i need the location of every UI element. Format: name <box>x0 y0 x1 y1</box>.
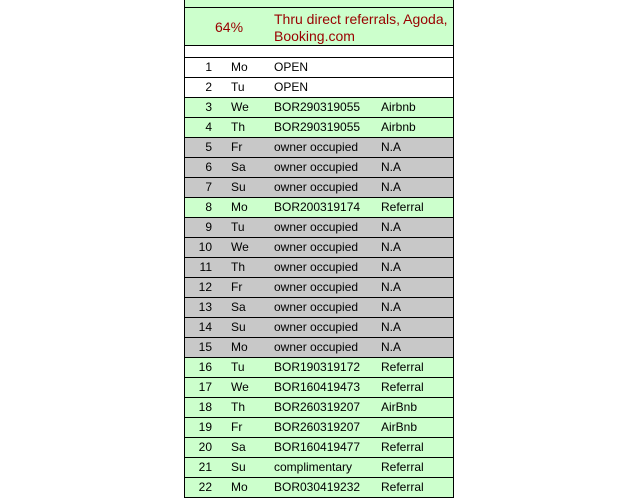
booking-reference-cell: owner occupied <box>274 140 359 154</box>
booking-source-cell: Referral <box>381 360 424 374</box>
booking-reference-cell: BOR290319055 <box>274 120 361 134</box>
weekday-cell: Fr <box>231 280 243 294</box>
table-row <box>185 78 453 98</box>
booking-reference-cell: BOR260319207 <box>274 420 361 434</box>
weekday-cell: Tu <box>231 80 245 94</box>
booking-reference-cell: owner occupied <box>274 280 359 294</box>
table-row <box>185 258 453 278</box>
day-number-cell: 13 <box>198 300 212 314</box>
weekday-cell: Th <box>231 400 246 414</box>
table-row <box>185 178 453 198</box>
booking-reference-cell: BOR160419473 <box>274 380 361 394</box>
day-number-cell: 10 <box>198 240 212 254</box>
table-row <box>185 318 453 338</box>
weekday-cell: Su <box>231 180 246 194</box>
spacer-row <box>185 46 453 58</box>
booking-source-cell: AirBnb <box>381 400 418 414</box>
table-row <box>185 338 453 358</box>
booking-reference-cell: owner occupied <box>274 180 359 194</box>
day-number-cell: 2 <box>205 80 212 94</box>
day-number-cell: 18 <box>198 400 212 414</box>
booking-reference-cell: BOR030419232 <box>274 480 361 494</box>
booking-source-cell: N.A <box>381 300 402 314</box>
day-number-cell: 11 <box>199 260 212 274</box>
booking-reference-cell: BOR160419477 <box>274 440 361 454</box>
day-number-cell: 9 <box>205 220 212 234</box>
booking-source-cell: N.A <box>381 140 402 154</box>
weekday-cell: Mo <box>231 200 248 214</box>
weekday-cell: Th <box>231 120 246 134</box>
day-number-cell: 15 <box>198 340 212 354</box>
day-number-cell: 21 <box>198 460 212 474</box>
booking-reference-cell: owner occupied <box>274 320 359 334</box>
day-number-cell: 14 <box>198 320 212 334</box>
booking-source-cell: Referral <box>381 440 424 454</box>
booking-reference-cell: owner occupied <box>274 300 359 314</box>
day-number-cell: 22 <box>198 480 212 494</box>
table-row <box>185 118 453 138</box>
day-number-cell: 12 <box>198 280 212 294</box>
booking-reference-cell: OPEN <box>274 60 309 74</box>
weekday-cell: We <box>231 380 249 394</box>
booking-source-cell: Referral <box>381 200 424 214</box>
booking-source-cell: N.A <box>381 160 402 174</box>
table-row <box>185 158 453 178</box>
booking-reference-cell: BOR200319174 <box>274 200 361 214</box>
table-row <box>185 458 453 478</box>
occupancy-percent: 64% <box>215 19 244 35</box>
weekday-cell: Sa <box>231 160 246 174</box>
booking-sheet <box>184 0 454 498</box>
day-number-cell: 8 <box>205 200 212 214</box>
weekday-cell: We <box>231 240 249 254</box>
occupancy-description: Thru direct referrals, Agoda, Booking.com <box>274 11 448 44</box>
booking-source-cell: Referral <box>381 480 424 494</box>
booking-source-cell: AirBnb <box>381 420 418 434</box>
weekday-cell: Fr <box>231 420 243 434</box>
booking-rows <box>185 58 453 498</box>
table-row <box>185 98 453 118</box>
booking-reference-cell: BOR290319055 <box>274 100 361 114</box>
table-row <box>185 238 453 258</box>
booking-reference-cell: OPEN <box>274 80 309 94</box>
table-row <box>185 198 453 218</box>
day-number-cell: 7 <box>205 180 212 194</box>
booking-source-cell: N.A <box>381 280 402 294</box>
weekday-cell: Mo <box>231 340 248 354</box>
booking-reference-cell: owner occupied <box>274 260 359 274</box>
booking-source-cell: N.A <box>381 320 402 334</box>
booking-reference-cell: BOR190319172 <box>274 360 361 374</box>
weekday-cell: Sa <box>231 440 246 454</box>
weekday-cell: Tu <box>231 220 245 234</box>
booking-reference-cell: owner occupied <box>274 340 359 354</box>
booking-source-cell: Airbnb <box>381 100 416 114</box>
booking-source-cell: Referral <box>381 380 424 394</box>
day-number-cell: 4 <box>205 120 212 134</box>
day-number-cell: 16 <box>198 360 212 374</box>
booking-source-cell: N.A <box>381 240 402 254</box>
weekday-cell: Th <box>231 260 246 274</box>
table-row <box>185 138 453 158</box>
booking-source-cell: N.A <box>381 220 402 234</box>
table-row <box>185 298 453 318</box>
table-row <box>185 358 453 378</box>
booking-source-cell: N.A <box>381 260 402 274</box>
booking-reference-cell: BOR260319207 <box>274 400 361 414</box>
table-row <box>185 478 453 498</box>
booking-source-cell: N.A <box>381 340 402 354</box>
weekday-cell: Sa <box>231 300 246 314</box>
booking-source-cell: Referral <box>381 460 424 474</box>
booking-reference-cell: owner occupied <box>274 220 359 234</box>
weekday-cell: Su <box>231 460 246 474</box>
day-number-cell: 6 <box>205 160 212 174</box>
weekday-cell: Tu <box>231 360 245 374</box>
day-number-cell: 1 <box>205 60 212 74</box>
booking-source-cell: Airbnb <box>381 120 416 134</box>
weekday-cell: Mo <box>231 60 248 74</box>
table-row <box>185 218 453 238</box>
booking-reference-cell: owner occupied <box>274 240 359 254</box>
weekday-cell: Mo <box>231 480 248 494</box>
weekday-cell: Su <box>231 320 246 334</box>
top-strip-row <box>185 0 453 8</box>
weekday-cell: We <box>231 100 249 114</box>
booking-source-cell: N.A <box>381 180 402 194</box>
occupancy-summary-row <box>185 8 453 46</box>
day-number-cell: 3 <box>205 100 212 114</box>
table-row <box>185 278 453 298</box>
day-number-cell: 17 <box>198 380 212 394</box>
table-row <box>185 398 453 418</box>
day-number-cell: 20 <box>198 440 212 454</box>
table-row <box>185 438 453 458</box>
table-row <box>185 58 453 78</box>
booking-reference-cell: owner occupied <box>274 160 359 174</box>
booking-reference-cell: complimentary <box>274 460 353 474</box>
table-row <box>185 378 453 398</box>
day-number-cell: 5 <box>205 140 212 154</box>
table-row <box>185 418 453 438</box>
weekday-cell: Fr <box>231 140 243 154</box>
day-number-cell: 19 <box>198 420 212 434</box>
